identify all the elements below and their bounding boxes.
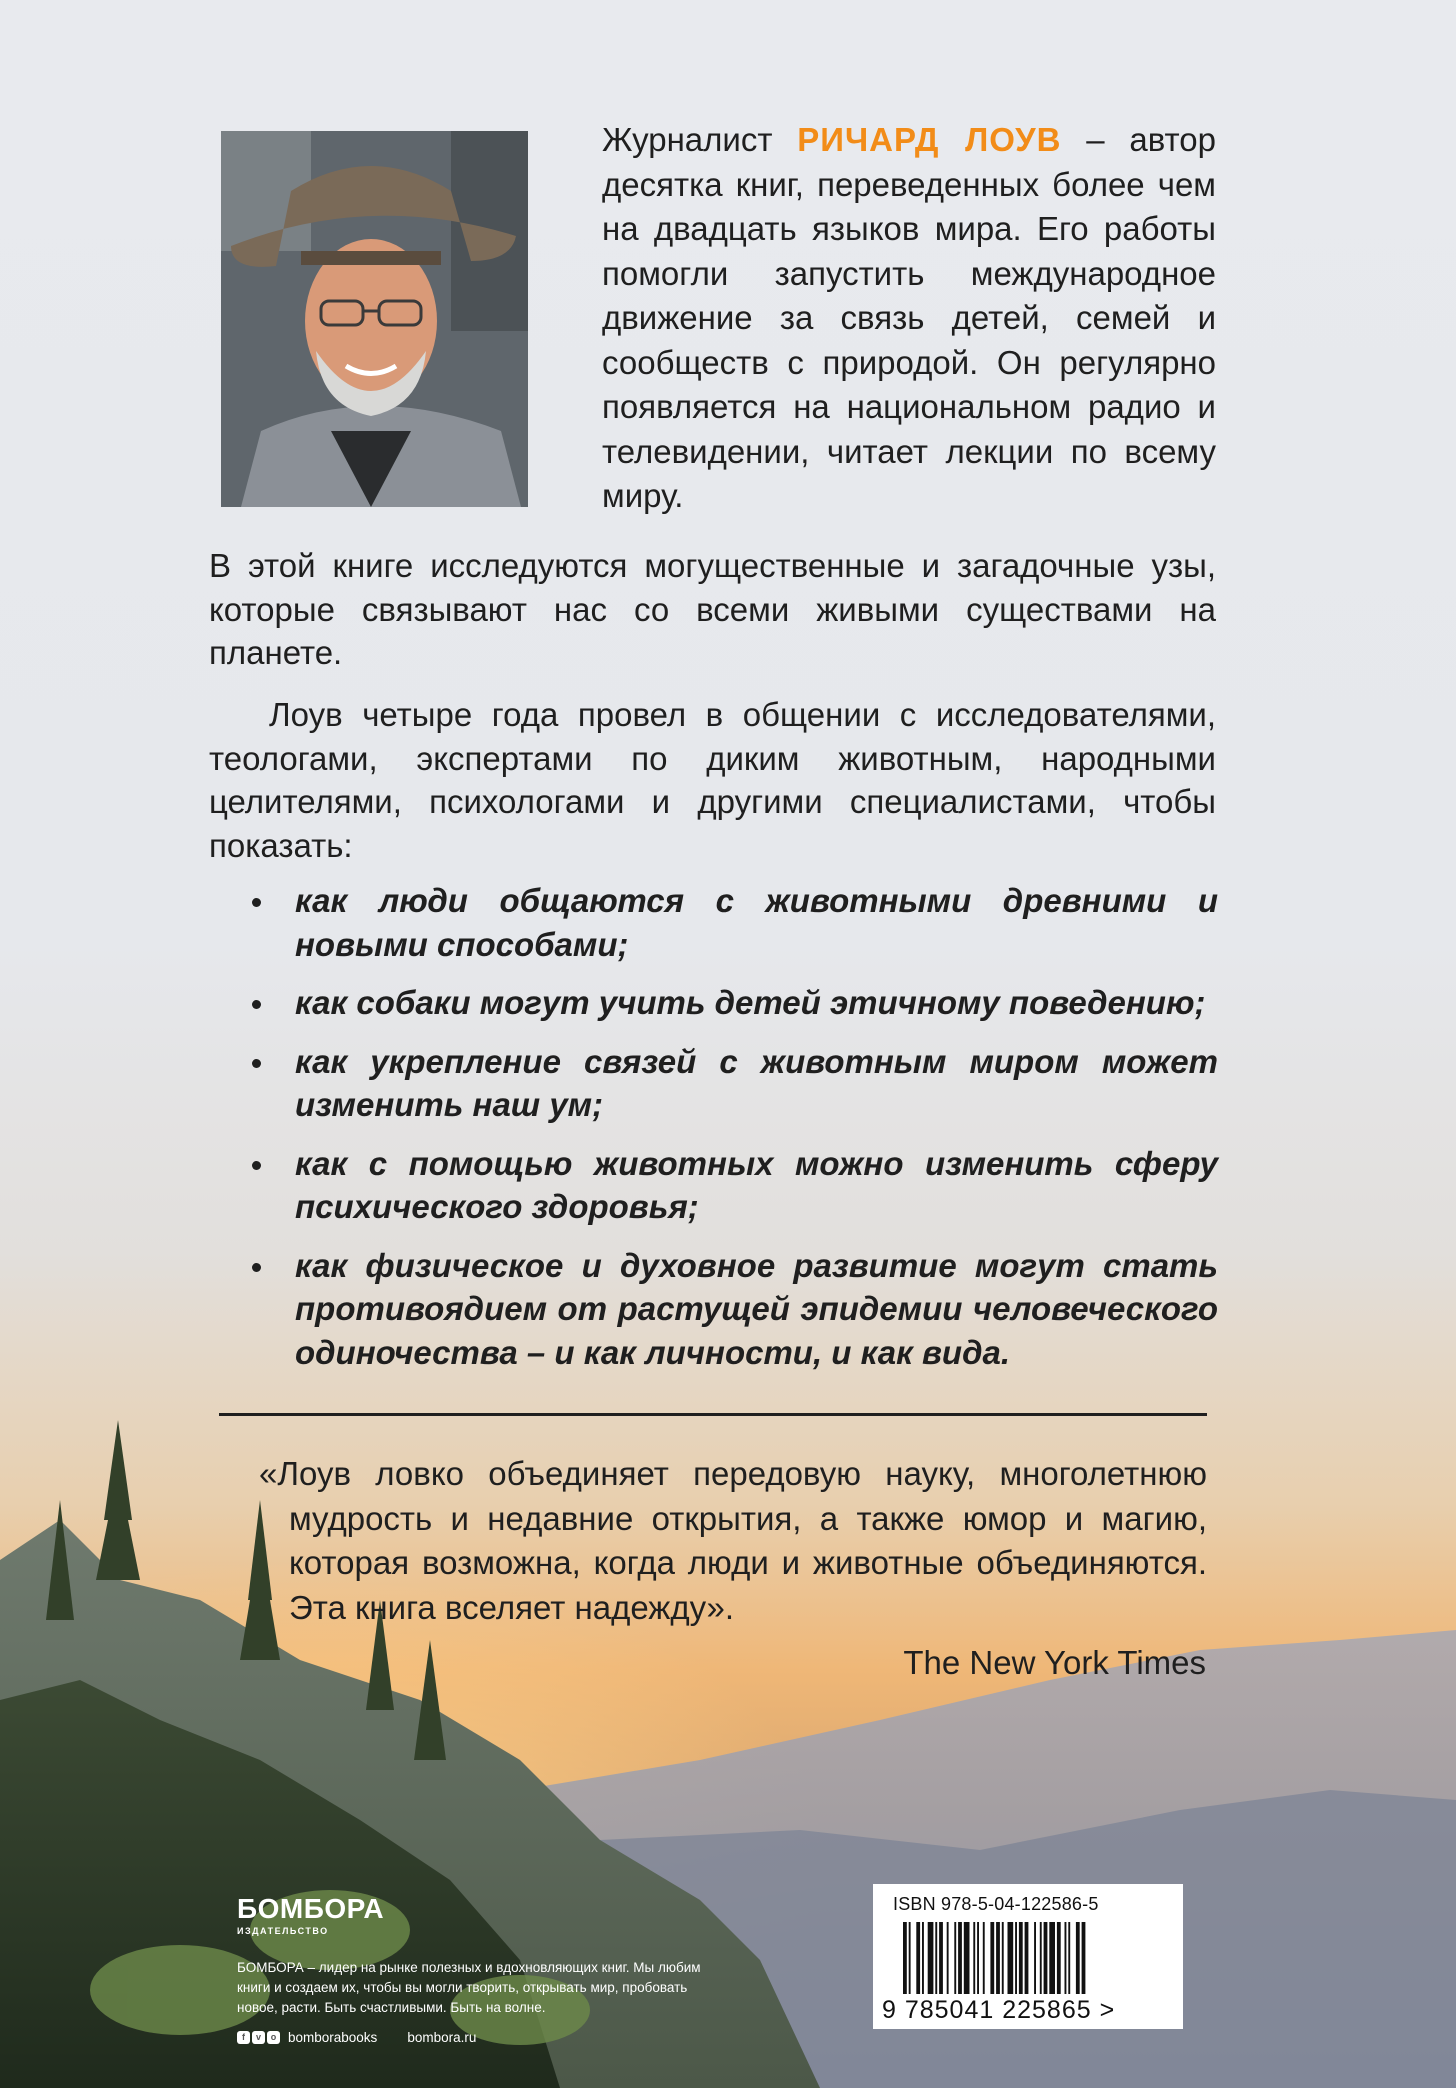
publisher-logo: БОМБОРА (237, 1893, 385, 1924)
barcode-digits: 9 785041 225865 > (882, 1996, 1116, 2024)
divider (219, 1413, 1207, 1416)
barcode-bar (1019, 1922, 1023, 1994)
barcode-bar (1040, 1922, 1042, 1994)
barcode-bar (928, 1922, 934, 1994)
list-item: как люди общаются с животными древними и новыми способами; (246, 879, 1218, 966)
barcode-bar (939, 1922, 943, 1994)
ok-icon: o (267, 2031, 280, 2044)
social-handle: bomborabooks (288, 2030, 378, 2045)
quote-source: The New York Times (903, 1644, 1206, 1681)
quote-text: «Лоув ловко объединяет передовую науку, многолетнюю мудрость и недавние открытия, а также юмор и магию, которая возможна, когда люди и животные объединяются. Эта книга вселяет надежду». (259, 1455, 1207, 1626)
barcode-bar (1044, 1922, 1048, 1994)
publisher-block (237, 1894, 717, 2045)
list-item: как собаки могут учить детей этичному поведению; (246, 981, 1218, 1025)
facebook-icon: f (237, 2031, 250, 2044)
barcode-bar (1065, 1922, 1067, 1994)
list-item: как с помощью животных можно изменить сферу психического здоровья; (246, 1142, 1218, 1229)
vk-icon: v (252, 2031, 265, 2044)
barcode-bar (954, 1922, 956, 1994)
social-icons (237, 2031, 280, 2044)
barcode-bar (903, 1922, 907, 1994)
barcode-bar (1034, 1922, 1036, 1994)
barcode-box (873, 1884, 1183, 2029)
intro-paragraph: В этой книге исследуются могущественные и загадочные узы, которые связывают нас со всеми живыми существами на планете. (209, 547, 1216, 671)
list-item: как укрепление связей с животным миром может изменить наш ум; (246, 1040, 1218, 1127)
barcode-bar (983, 1922, 985, 1994)
barcode-bar (922, 1922, 924, 1994)
review-quote (229, 1452, 1207, 1630)
barcode-bar (947, 1922, 949, 1994)
barcode-bar (1049, 1922, 1055, 1994)
website: bombora.ru (407, 2030, 477, 2045)
publisher-tagline: БОМБОРА – лидер на рынке полезных и вдохновляющих книг. Мы любим книги и создаем их, чтобы вы могли творить, открывать мир, пробовать новое, расти. Быть счастливыми. Быть на волне. (237, 1960, 701, 2015)
author-bio (602, 118, 1216, 519)
barcode-bar (1076, 1922, 1080, 1994)
bio-text: – автор десятка книг, переведенных более чем на двадцать языков мира. Его работы помогли запустить международное движение за связь детей, семей и сообществ с природой. Он регулярно появляется на национальном радио и телевидении, читает лекции по всему миру. (602, 121, 1216, 514)
barcode-bar (1025, 1922, 1029, 1994)
barcode-bar (1057, 1922, 1061, 1994)
barcode-bar (958, 1922, 962, 1994)
barcode-bar (1002, 1922, 1004, 1994)
author-name: РИЧАРД ЛОУВ (797, 121, 1062, 158)
barcode-bar (1068, 1922, 1070, 1994)
barcode-bar (964, 1922, 970, 1994)
barcode-bar (916, 1922, 920, 1994)
barcode-bar (1008, 1922, 1014, 1994)
research-paragraph: Лоув четыре года провел в общении с исследователями, теологами, экспертами по диким животным, народными целителями, психологами и другими специалистами, чтобы показать: (209, 696, 1216, 864)
isbn-label: ISBN 978-5-04-122586-5 (893, 1894, 1099, 1914)
barcode-bar (996, 1922, 1000, 1994)
barcode-bar (990, 1922, 994, 1994)
publisher-links (237, 2030, 717, 2045)
bio-prefix: Журналист (602, 121, 773, 158)
barcode-bar (977, 1922, 979, 1994)
author-photo (221, 131, 528, 507)
list-item: как физическое и духовное развитие могут стать противоядием от растущей эпидемии человеческого одиночества – и как личности, и как вида. (246, 1244, 1218, 1375)
barcode-bar (909, 1922, 911, 1994)
barcode-bar (1015, 1922, 1017, 1994)
key-points-list (246, 879, 1218, 1389)
barcode-bar (973, 1922, 975, 1994)
barcode-bar (935, 1922, 937, 1994)
publisher-logo-subtitle: ИЗДАТЕЛЬСТВО (237, 1926, 329, 1936)
barcode-bar (1082, 1922, 1086, 1994)
